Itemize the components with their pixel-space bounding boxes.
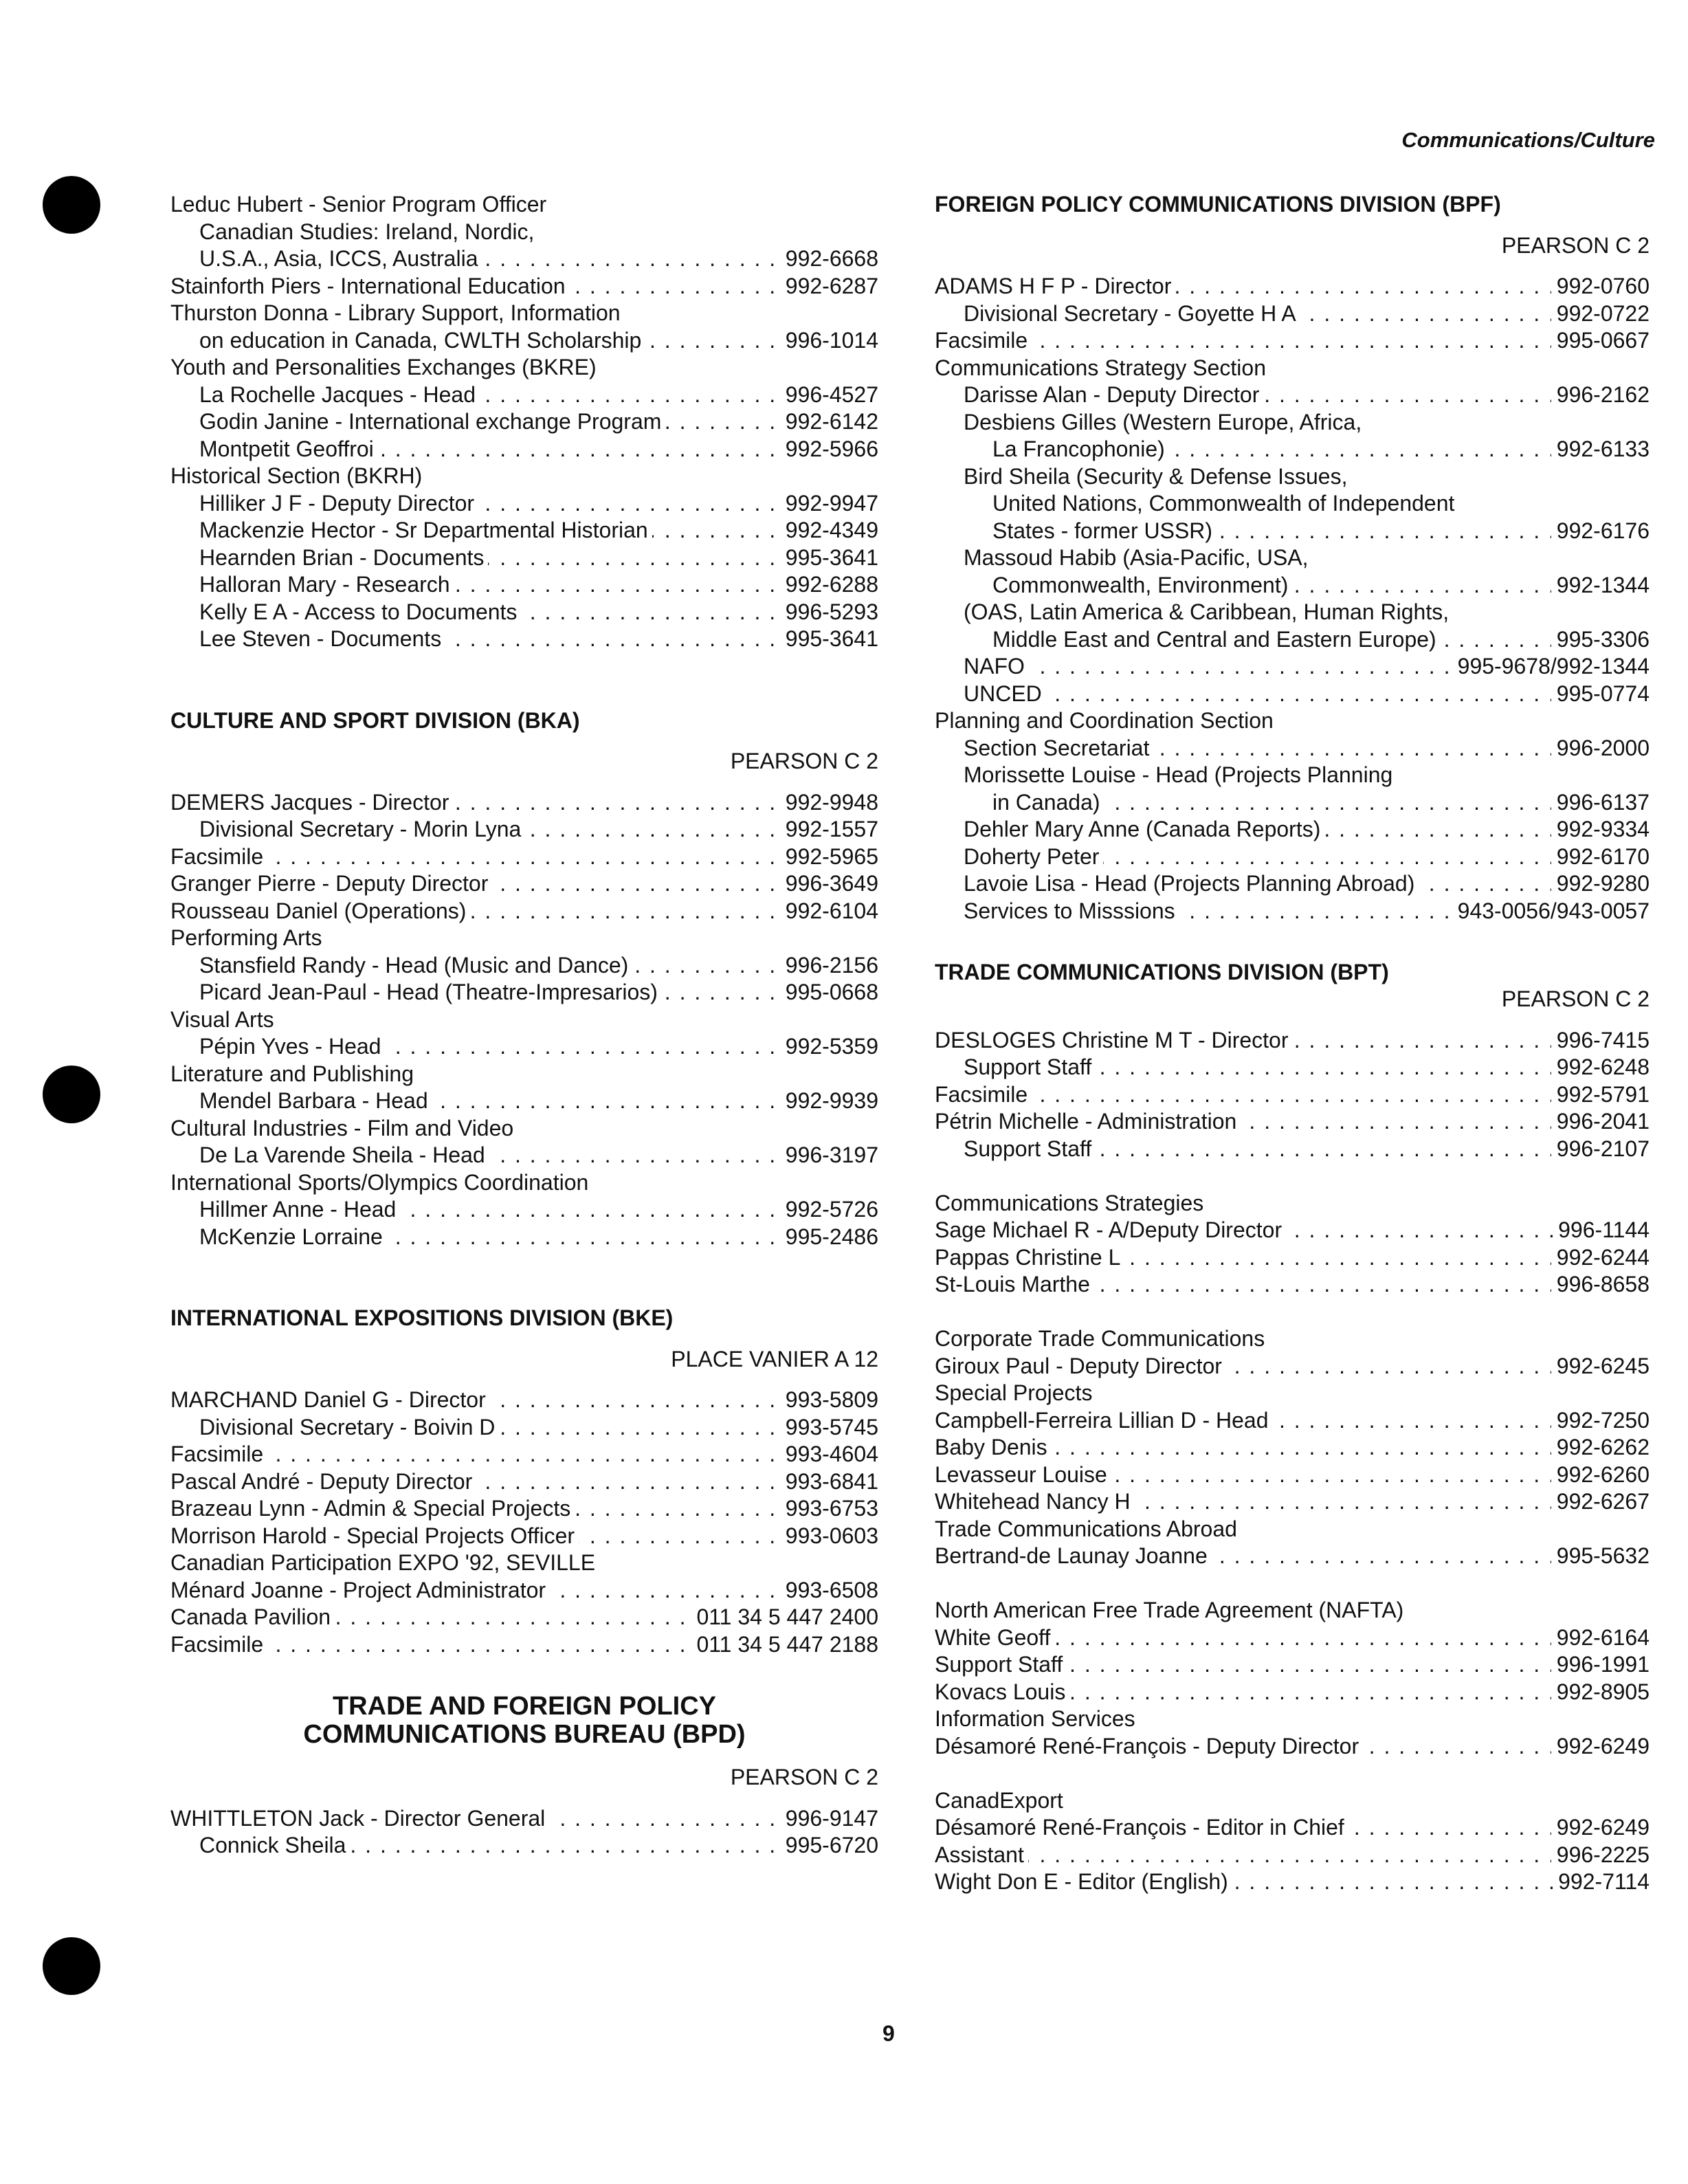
entry-phone: 995-0668 [780,979,878,1006]
entry-phone: 992-8905 [1551,1679,1650,1706]
directory-entry [935,1597,1650,1624]
entry-phone: 992-9947 [780,490,878,518]
entry-phone: 011 34 5 447 2188 [691,1631,878,1659]
directory-entry [170,219,878,246]
directory-entry [935,544,1650,572]
left-top-list [170,191,878,653]
entry-name: Commonwealth, Environment) [935,572,1292,599]
directory-entry [170,382,878,409]
entry-name: Communications Strategy Section [935,355,1270,382]
entry-name: Thurston Donna - Library Support, Information [170,300,625,327]
entry-name: Trade Communications Abroad [935,1516,1241,1543]
entry-phone: 992-5359 [780,1033,878,1061]
entry-phone: 992-6668 [780,245,878,273]
entry-phone: 992-7114 [1553,1868,1650,1896]
entry-phone: 992-1344 [1551,572,1650,599]
entry-name: Cultural Industries - Film and Video [170,1115,518,1143]
entry-name: Lee Steven - Documents [170,626,445,653]
directory-entry [935,1868,1650,1896]
entry-name: Facsimile [170,843,267,871]
entry-name: Historical Section (BKRH) [170,463,426,490]
entry-phone: 993-6841 [780,1468,878,1496]
entry-name: NAFO [935,653,1029,681]
entry-phone: 995-0667 [1551,327,1650,355]
directory-entry [170,490,878,518]
entry-name: Pascal André - Deputy Director [170,1468,476,1496]
entry-name: Godin Janine - International exchange Program [170,408,665,436]
entry-name: White Geoff [935,1624,1054,1652]
directory-entry [935,1543,1650,1570]
entry-phone: 992-6142 [780,408,878,436]
entry-phone: 992-1557 [780,816,878,843]
directory-entry [170,626,878,653]
expo-location: PLACE VANIER A 12 [671,1346,878,1371]
entry-phone: 992-6248 [1551,1054,1650,1081]
directory-entry [170,1495,878,1523]
directory-entry [170,1224,878,1251]
directory-entry [935,707,1650,735]
entry-phone: 992-0760 [1551,273,1650,300]
bureau-list [170,1805,878,1860]
entry-phone: 943-0056/943-0057 [1452,898,1650,925]
entry-name: Hillmer Anne - Head [170,1196,400,1224]
entry-phone: 996-1014 [780,327,878,355]
entry-name: DEMERS Jacques - Director [170,789,453,817]
entry-phone: 996-5293 [780,599,878,626]
entry-name: Divisional Secretary - Goyette H A [935,300,1300,328]
entry-name: Hearnden Brian - Documents [170,544,488,572]
entry-name: Support Staff [935,1651,1067,1679]
entry-phone: 996-3649 [780,870,878,898]
directory-entry [170,952,878,980]
culture-division-title: CULTURE AND SPORT DIVISION (BKA) [170,707,580,733]
directory-entry [935,789,1650,817]
entry-name: Montpetit Geoffroi [170,436,378,463]
entry-phone: 995-0774 [1551,681,1650,708]
entry-name: U.S.A., Asia, ICCS, Australia [170,245,482,273]
entry-name: Youth and Personalities Exchanges (BKRE) [170,354,601,382]
entry-phone: 996-2162 [1551,382,1650,409]
entry-phone: 996-2000 [1551,735,1650,762]
entry-phone: 995-6720 [780,1832,878,1860]
entry-name: Désamoré René-François - Deputy Director [935,1733,1363,1761]
binder-hole-top [43,176,100,234]
page-header: Communications/Culture [1401,128,1655,152]
directory-entry [170,1441,878,1468]
entry-name: Dehler Mary Anne (Canada Reports) [935,816,1324,843]
directory-entry [170,925,878,952]
entry-name: Kelly E A - Access to Documents [170,599,521,626]
directory-entry [935,1651,1650,1679]
expo-list [170,1387,878,1658]
directory-entry [935,273,1650,300]
directory-entry [170,1033,878,1061]
directory-entry [170,1805,878,1833]
entry-phone: 993-5745 [780,1414,878,1442]
entry-name: Levasseur Louise [935,1461,1111,1489]
entry-phone: 992-6267 [1551,1488,1650,1516]
bureau-title-line2: COMMUNICATIONS BUREAU (BPD) [303,1720,746,1749]
entry-name: Facsimile [170,1441,267,1468]
entry-name: Section Secretariat [935,735,1153,762]
entry-phone: 995-3641 [780,544,878,572]
entry-name: Facsimile [935,327,1032,355]
entry-phone: 996-2107 [1551,1136,1650,1163]
directory-entry [935,1407,1650,1435]
directory-entry [935,1081,1650,1109]
directory-entry [170,191,878,219]
directory-entry [935,816,1650,843]
entry-phone: 992-6164 [1551,1624,1650,1652]
entry-phone: 993-6753 [780,1495,878,1523]
directory-entry [935,355,1650,382]
entry-phone: 992-9939 [780,1088,878,1115]
bureau-location: PEARSON C 2 [730,1765,878,1789]
entry-name: Kovacs Louis [935,1679,1069,1706]
entry-name: (OAS, Latin America & Caribbean, Human Rights, [935,599,1453,626]
directory-entry [935,870,1650,898]
entry-name: Halloran Mary - Research [170,571,454,599]
directory-entry [170,1523,878,1550]
entry-name: La Francophonie) [935,436,1169,463]
directory-entry [935,1461,1650,1489]
entry-name: Campbell-Ferreira Lillian D - Head [935,1407,1273,1435]
entry-name: Performing Arts [170,925,326,952]
directory-entry [170,1414,878,1442]
entry-name: Mackenzie Hector - Sr Departmental Historian [170,517,652,544]
directory-entry [935,327,1650,355]
directory-entry [935,1624,1650,1652]
entry-name: Rousseau Daniel (Operations) [170,898,470,925]
trade-list-c [935,1325,1650,1570]
entry-name: Divisional Secretary - Morin Lyna [170,816,525,843]
entry-name: Divisional Secretary - Boivin D [170,1414,499,1442]
directory-entry [170,870,878,898]
directory-entry [170,354,878,382]
entry-name: Assistant [935,1842,1028,1869]
directory-entry [170,816,878,843]
entry-phone: 992-6170 [1551,843,1650,871]
directory-entry [935,843,1650,871]
entry-name: Pappas Christine L [935,1244,1124,1272]
fp-list [935,273,1650,925]
entry-phone: 996-1991 [1551,1651,1650,1679]
directory-entry [170,979,878,1006]
entry-name: CanadExport [935,1787,1067,1815]
entry-name: Literature and Publishing [170,1061,418,1088]
entry-phone: 992-6249 [1551,1814,1650,1842]
entry-phone: 995-3641 [780,626,878,653]
entry-name: Facsimile [935,1081,1032,1109]
entry-name: Pépin Yves - Head [170,1033,385,1061]
fp-division-title: FOREIGN POLICY COMMUNICATIONS DIVISION (BPF) [935,192,1501,217]
entry-phone: 996-6137 [1551,789,1650,817]
directory-entry [935,681,1650,708]
directory-entry [935,1217,1650,1244]
directory-entry [935,1814,1650,1842]
directory-entry [935,490,1650,518]
directory-entry [935,300,1650,328]
entry-name: Doherty Peter [935,843,1103,871]
entry-phone: 996-3197 [780,1142,878,1169]
directory-entry [170,1468,878,1496]
directory-entry [170,843,878,871]
trade-list-e [935,1787,1650,1896]
entry-phone: 993-4604 [780,1441,878,1468]
entry-phone: 992-6244 [1551,1244,1650,1272]
entry-phone: 995-5632 [1551,1543,1650,1570]
entry-name: Hilliker J F - Deputy Director [170,490,478,518]
entry-name: North American Free Trade Agreement (NAFTA) [935,1597,1408,1624]
page-number: 9 [882,2021,895,2046]
entry-name: Baby Denis [935,1434,1052,1461]
directory-entry [170,1196,878,1224]
entry-phone: 992-6262 [1551,1434,1650,1461]
fp-location: PEARSON C 2 [1501,232,1650,258]
entry-phone: 992-4349 [780,517,878,544]
culture-list [170,789,878,1251]
directory-entry [935,735,1650,762]
entry-name: Special Projects [935,1380,1096,1407]
entry-phone: 996-2041 [1551,1108,1650,1136]
right-column [935,191,1650,1896]
entry-name: in Canada) [935,789,1104,817]
entry-name: Whitehead Nancy H [935,1488,1135,1516]
entry-name: Granger Pierre - Deputy Director [170,870,492,898]
directory-entry [170,1832,878,1860]
entry-name: Mendel Barbara - Head [170,1088,432,1115]
directory-entry [170,463,878,490]
entry-phone: 992-5726 [780,1196,878,1224]
entry-name: La Rochelle Jacques - Head [170,382,480,409]
entry-name: ADAMS H F P - Director [935,273,1175,300]
entry-phone: 995-2486 [780,1224,878,1251]
trade-location: PEARSON C 2 [1501,986,1650,1011]
directory-entry [170,273,878,300]
directory-entry [170,327,878,355]
directory-entry [170,1631,878,1659]
entry-name: on education in Canada, CWLTH Scholarship [170,327,645,355]
directory-entry [935,1733,1650,1761]
directory-entry [935,1787,1650,1815]
directory-entry [170,898,878,925]
entry-name: Connick Sheila [170,1832,350,1860]
directory-entry [935,1842,1650,1869]
entry-phone: 993-5809 [780,1387,878,1414]
entry-name: Bird Sheila (Security & Defense Issues, [935,463,1351,491]
directory-entry [935,599,1650,626]
directory-entry [935,1325,1650,1353]
entry-name: Stansfield Randy - Head (Music and Dance) [170,952,632,980]
directory-entry [935,1706,1650,1733]
entry-name: Désamoré René-François - Editor in Chief [935,1814,1348,1842]
entry-name: Visual Arts [170,1006,278,1034]
entry-phone: 993-6508 [780,1577,878,1604]
entry-name: United Nations, Commonwealth of Independent [935,490,1458,518]
directory-entry [935,898,1650,925]
entry-name: Support Staff [935,1136,1096,1163]
entry-phone: 996-4527 [780,382,878,409]
directory-entry [935,1380,1650,1407]
entry-phone: 992-9280 [1551,870,1650,898]
bureau-title-line1: TRADE AND FOREIGN POLICY [332,1692,717,1721]
directory-entry [170,1115,878,1143]
entry-name: Darisse Alan - Deputy Director [935,382,1263,409]
directory-entry [935,1108,1650,1136]
directory-entry [170,1577,878,1604]
directory-entry [170,1549,878,1577]
directory-entry [935,382,1650,409]
binder-hole-bottom [43,1937,100,1995]
entry-name: Planning and Coordination Section [935,707,1278,735]
directory-entry [935,1516,1650,1543]
entry-name: Canadian Participation EXPO '92, SEVILLE [170,1549,599,1577]
entry-phone: 992-6288 [780,571,878,599]
binder-hole-middle [43,1066,100,1123]
directory-entry [170,1604,878,1631]
directory-entry [170,517,878,544]
entry-name: Canadian Studies: Ireland, Nordic, [170,219,538,246]
directory-entry [935,572,1650,599]
trade-list-a [935,1027,1650,1163]
trade-division-title: TRADE COMMUNICATIONS DIVISION (BPT) [935,959,1389,984]
directory-entry [170,1088,878,1115]
entry-name: Brazeau Lynn - Admin & Special Projects [170,1495,575,1523]
entry-phone: 995-3306 [1551,626,1650,654]
entry-name: Communications Strategies [935,1190,1208,1217]
directory-entry [935,409,1650,437]
directory-entry [935,1353,1650,1380]
directory-entry [170,1169,878,1197]
entry-name: WHITTLETON Jack - Director General [170,1805,549,1833]
directory-entry [935,1271,1650,1299]
directory-entry [170,789,878,817]
entry-phone: 996-2225 [1551,1842,1650,1869]
entry-phone: 992-0722 [1551,300,1650,328]
entry-name: Ménard Joanne - Project Administrator [170,1577,550,1604]
directory-entry [935,1190,1650,1217]
entry-name: DESLOGES Christine M T - Director [935,1027,1293,1055]
entry-name: Morissette Louise - Head (Projects Planning [935,762,1397,789]
directory-entry [170,408,878,436]
directory-entry [170,544,878,572]
entry-phone: 992-6104 [780,898,878,925]
entry-name: Sage Michael R - A/Deputy Director [935,1217,1286,1244]
entry-phone: 996-2156 [780,952,878,980]
directory-entry [935,1488,1650,1516]
entry-phone: 992-9334 [1551,816,1650,843]
directory-entry [170,1387,878,1414]
entry-phone: 993-0603 [780,1523,878,1550]
entry-name: Support Staff [935,1054,1096,1081]
entry-name: Desbiens Gilles (Western Europe, Africa, [935,409,1366,437]
entry-name: Bertrand-de Launay Joanne [935,1543,1212,1570]
entry-name: St-Louis Marthe [935,1271,1094,1299]
entry-phone: 992-6133 [1551,436,1650,463]
entry-phone: 996-9147 [780,1805,878,1833]
directory-entry [935,653,1650,681]
entry-name: States - former USSR) [935,518,1217,545]
directory-entry [170,599,878,626]
entry-name: UNCED [935,681,1046,708]
entry-name: Massoud Habib (Asia-Pacific, USA, [935,544,1313,572]
entry-phone: 992-9948 [780,789,878,817]
directory-entry [935,463,1650,491]
entry-name: International Sports/Olympics Coordination [170,1169,592,1197]
directory-entry [935,1136,1650,1163]
directory-entry [170,571,878,599]
entry-name: Giroux Paul - Deputy Director [935,1353,1226,1380]
directory-entry [935,436,1650,463]
directory-entry [170,436,878,463]
entry-name: Corporate Trade Communications [935,1325,1269,1353]
entry-phone: 011 34 5 447 2400 [691,1604,878,1631]
expo-division-title: INTERNATIONAL EXPOSITIONS DIVISION (BKE) [170,1305,674,1330]
entry-phone: 992-5965 [780,843,878,871]
entry-name: Pétrin Michelle - Administration [935,1108,1241,1136]
directory-entry [170,300,878,327]
directory-entry [170,1006,878,1034]
directory-entry [170,1061,878,1088]
directory-entry [935,1244,1650,1272]
entry-phone: 995-9678/992-1344 [1452,653,1650,681]
entry-phone: 992-6249 [1551,1733,1650,1761]
entry-name: MARCHAND Daniel G - Director [170,1387,490,1414]
entry-phone: 992-6260 [1551,1461,1650,1489]
directory-entry [935,1679,1650,1706]
entry-name: McKenzie Lorraine [170,1224,387,1251]
entry-name: Morrison Harold - Special Projects Officer [170,1523,579,1550]
entry-phone: 992-6287 [780,273,878,300]
entry-phone: 992-5791 [1551,1081,1650,1109]
directory-entry [935,1027,1650,1055]
entry-name: Information Services [935,1706,1140,1733]
entry-name: Stainforth Piers - International Education [170,273,570,300]
entry-phone: 992-7250 [1551,1407,1650,1435]
entry-phone: 992-6245 [1551,1353,1650,1380]
entry-name: Wight Don E - Editor (English) [935,1868,1232,1896]
directory-entry [935,762,1650,789]
left-column [170,191,878,1860]
entry-phone: 996-7415 [1551,1027,1650,1055]
directory-entry [935,1434,1650,1461]
entry-name: De La Varende Sheila - Head [170,1142,489,1169]
directory-entry [170,1142,878,1169]
entry-phone: 996-8658 [1551,1271,1650,1299]
directory-entry [170,245,878,273]
entry-name: Facsimile [170,1631,267,1659]
culture-location: PEARSON C 2 [730,749,878,773]
trade-list-d [935,1597,1650,1760]
entry-phone: 992-5966 [780,436,878,463]
entry-name: Services to Misssions [935,898,1179,925]
entry-phone: 996-1144 [1553,1217,1650,1244]
directory-entry [935,1054,1650,1081]
entry-name: Picard Jean-Paul - Head (Theatre-Impresarios) [170,979,662,1006]
entry-name: Lavoie Lisa - Head (Projects Planning Abroad) [935,870,1419,898]
trade-list-b [935,1190,1650,1299]
entry-phone: 992-6176 [1551,518,1650,545]
entry-name: Leduc Hubert - Senior Program Officer [170,191,551,219]
entry-name: Middle East and Central and Eastern Europe) [935,626,1441,654]
entry-name: Canada Pavilion [170,1604,335,1631]
directory-entry [935,518,1650,545]
directory-entry [935,626,1650,654]
